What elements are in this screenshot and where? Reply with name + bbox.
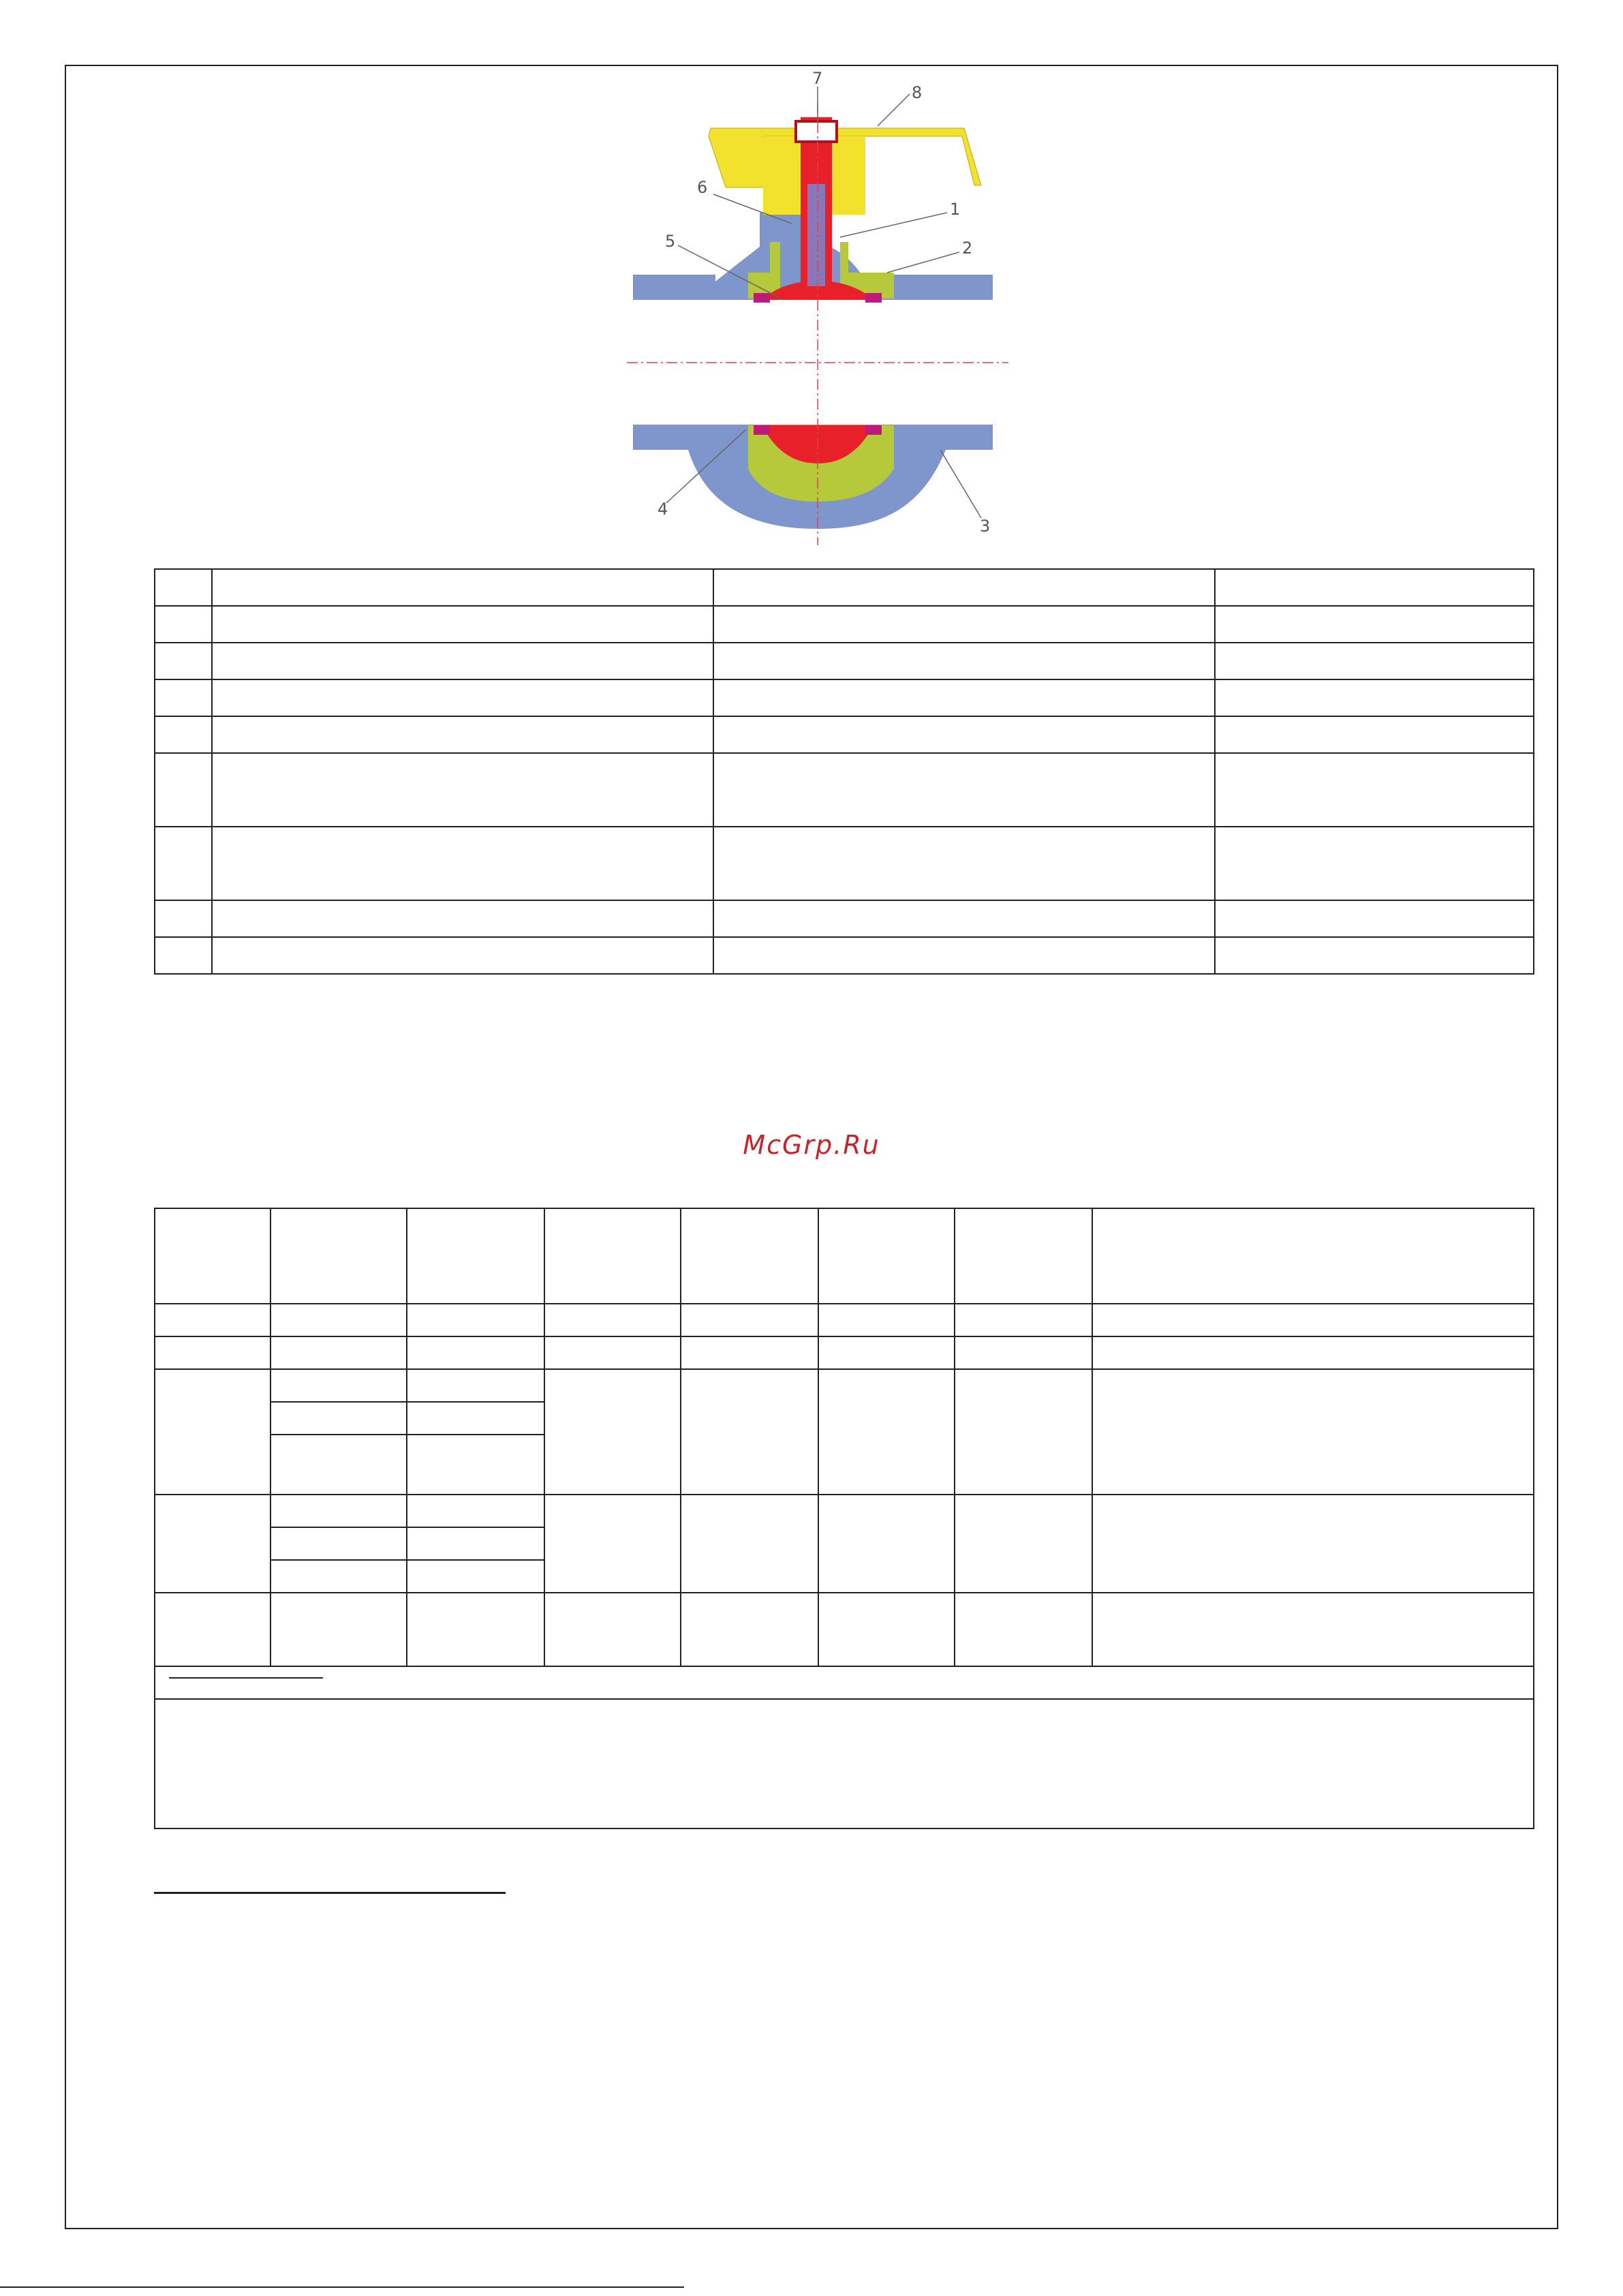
section-heading-underline <box>154 1892 506 1894</box>
watermark: McGrp.Ru <box>743 1130 880 1160</box>
note-heading-underline <box>169 1677 323 1679</box>
callout-1: 1 <box>950 200 961 219</box>
parts-table <box>154 568 1534 975</box>
seal-lower-right <box>865 425 882 435</box>
callout-8: 8 <box>912 83 923 102</box>
table-row <box>155 679 1534 716</box>
callout-5: 5 <box>665 232 676 251</box>
callout-3: 3 <box>980 517 991 536</box>
footnote-rule <box>0 2286 684 2288</box>
seal-upper-left <box>754 293 770 303</box>
callout-6: 6 <box>697 178 708 197</box>
table-row <box>155 1336 1534 1369</box>
seal-lower-left <box>754 425 770 435</box>
seal-upper-right <box>865 293 882 303</box>
table-row <box>155 1666 1534 1699</box>
table-row <box>155 827 1534 900</box>
callout-7: 7 <box>812 69 823 88</box>
table-row <box>155 1208 1534 1304</box>
callout-2: 2 <box>962 239 973 258</box>
table-row <box>155 1495 1534 1527</box>
ball-valve-cross-section-diagram <box>613 68 1022 545</box>
table-row <box>155 753 1534 827</box>
table-row <box>155 1369 1534 1402</box>
table-row <box>155 643 1534 679</box>
table-row <box>155 937 1534 974</box>
stem-core <box>807 184 825 286</box>
table-row <box>155 716 1534 753</box>
table-row <box>155 606 1534 643</box>
callout-4: 4 <box>658 500 668 519</box>
table-row <box>155 1699 1534 1828</box>
table-row <box>155 569 1534 606</box>
screw-cap <box>796 121 837 142</box>
table-row <box>155 1304 1534 1336</box>
table-row <box>155 1593 1534 1666</box>
spec-table <box>154 1208 1534 1829</box>
table-row <box>155 900 1534 937</box>
